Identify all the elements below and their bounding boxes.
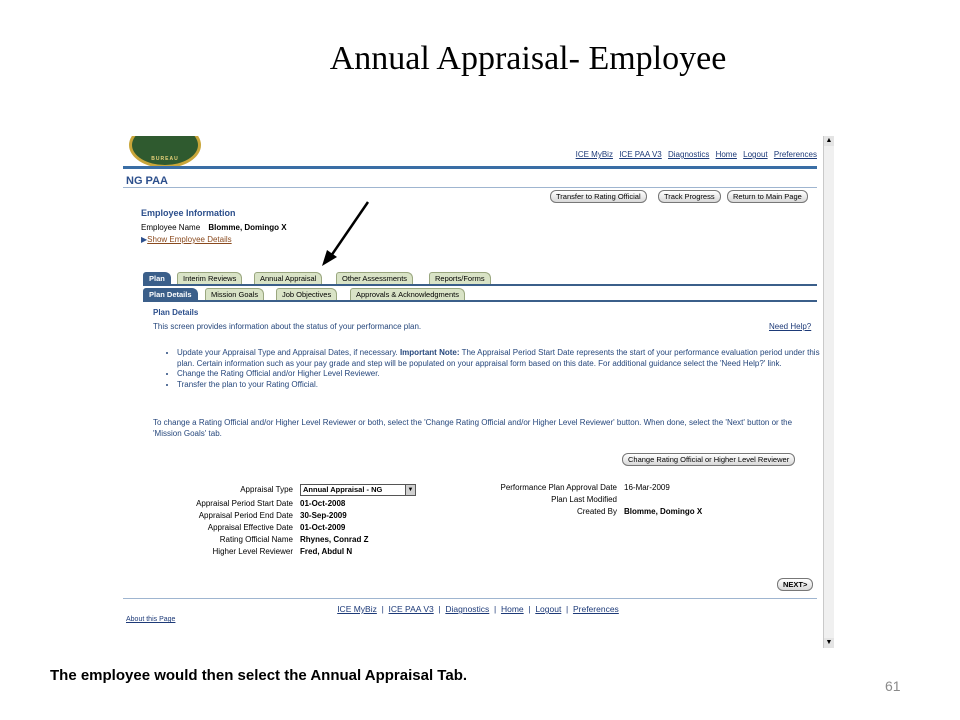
tab-plan-details[interactable]: Plan Details (143, 288, 198, 300)
scroll-up-icon[interactable]: ▲ (825, 137, 833, 144)
scroll-down-icon[interactable]: ▼ (825, 639, 833, 646)
employee-info-heading: Employee Information (141, 208, 236, 218)
slide-title: Annual Appraisal- Employee (329, 40, 727, 77)
transfer-to-rating-official-button[interactable]: Transfer to Rating Official (550, 190, 647, 203)
plan-details-heading: Plan Details (153, 308, 199, 317)
field-value: 30-Sep-2009 (300, 511, 347, 520)
show-employee-details-link[interactable]: Show Employee Details (147, 235, 232, 244)
field-value: Blomme, Domingo X (624, 507, 703, 516)
field-label: Appraisal Effective Date (207, 523, 293, 532)
appraisal-type-label: Appraisal Type (240, 485, 293, 494)
global-link-icepaav3[interactable]: ICE PAA V3 (619, 150, 662, 159)
global-link-icemybiz[interactable]: ICE MyBiz (575, 150, 613, 159)
footer-link-icepaav3[interactable]: ICE PAA V3 (388, 604, 434, 614)
footer-link-diagnostics[interactable]: Diagnostics (445, 604, 490, 614)
footer-link-preferences[interactable]: Preferences (572, 604, 619, 614)
footer-links: ICE MyBiz | ICE PAA V3 | Diagnostics | Home | Logout | Preferences (337, 604, 619, 614)
tab-reports-forms[interactable]: Reports/Forms (429, 272, 491, 284)
tab-annual-appraisal[interactable]: Annual Appraisal (254, 272, 322, 284)
field-label: Appraisal Period Start Date (196, 499, 293, 508)
change-reviewer-instructions: To change a Rating Official and/or Higher Level Reviewer or both, select the 'Change Rating Official and/or Higher Level Reviewer' button. When done, select the 'Next' button or the 'Mission Goals' tab. (153, 418, 793, 438)
list-item: • Update your Appraisal Type and Appraisal Dates, if necessary. Important Note: The Appraisal Period Start Date represents the start of your performance evaluation period under this plan. Certain information such as your pay grade and step will be populated on your appraisal form based on this date. For additional guidance select the 'Need Help?' link. (177, 348, 833, 369)
page-number: 61 (885, 678, 901, 694)
chevron-down-icon: ▼ (405, 485, 415, 495)
global-link-preferences[interactable]: Preferences (773, 150, 817, 159)
field-value: Rhynes, Conrad Z (300, 535, 369, 544)
footer-link-home[interactable]: Home (500, 604, 524, 614)
tab-job-objectives[interactable]: Job Objectives (276, 288, 337, 300)
field-label: Rating Official Name (219, 535, 293, 544)
field-label: Performance Plan Approval Date (500, 483, 617, 492)
list-item: • Change the Rating Official and/or Higher Level Reviewer. (177, 369, 833, 380)
field-value: 01-Oct-2009 (300, 523, 346, 532)
about-this-page-link[interactable]: About this Page (126, 616, 176, 623)
next-button[interactable]: NEXT> (777, 578, 813, 591)
global-link-logout[interactable]: Logout (743, 150, 768, 159)
app-name: NG PAA (126, 175, 168, 187)
expand-triangle-icon[interactable]: ▶ (141, 235, 148, 244)
tab-interim-reviews[interactable]: Interim Reviews (177, 272, 242, 284)
footer-link-logout[interactable]: Logout (535, 604, 562, 614)
track-progress-button[interactable]: Track Progress (658, 190, 721, 203)
list-item: • Transfer the plan to your Rating Official. (177, 380, 833, 391)
employee-name-label: Employee Name (141, 223, 201, 232)
footer-link-icemybiz[interactable]: ICE MyBiz (337, 604, 377, 614)
global-link-home[interactable]: Home (715, 150, 737, 159)
tab-plan[interactable]: Plan (143, 272, 171, 284)
field-value: 01-Oct-2008 (300, 499, 346, 508)
change-rating-official-button[interactable]: Change Rating Official or Higher Level Reviewer (622, 453, 795, 466)
logo-text: BUREAU (151, 156, 179, 162)
return-to-main-page-button[interactable]: Return to Main Page (727, 190, 808, 203)
plan-details-intro: This screen provides information about the status of your performance plan. (153, 322, 422, 331)
arrow-shaft (331, 202, 368, 256)
field-value: Fred, Abdul N (300, 547, 353, 556)
field-label: Higher Level Reviewer (212, 547, 293, 556)
field-label: Created By (576, 507, 617, 516)
field-value: 16-Mar-2009 (624, 483, 670, 492)
tab-other-assessments[interactable]: Other Assessments (336, 272, 413, 284)
appraisal-type-value: Annual Appraisal - NG (303, 485, 383, 494)
field-label: Appraisal Period End Date (198, 511, 293, 520)
field-label: Plan Last Modified (551, 495, 617, 504)
tab-mission-goals[interactable]: Mission Goals (205, 288, 264, 300)
need-help-link[interactable]: Need Help? (769, 322, 812, 331)
global-link-diagnostics[interactable]: Diagnostics (667, 150, 710, 159)
employee-name-value: Blomme, Domingo X (208, 223, 287, 232)
slide-caption: The employee would then select the Annual Appraisal Tab. (50, 667, 468, 684)
tab-approvals-acknowledgments[interactable]: Approvals & Acknowledgments (350, 288, 465, 300)
